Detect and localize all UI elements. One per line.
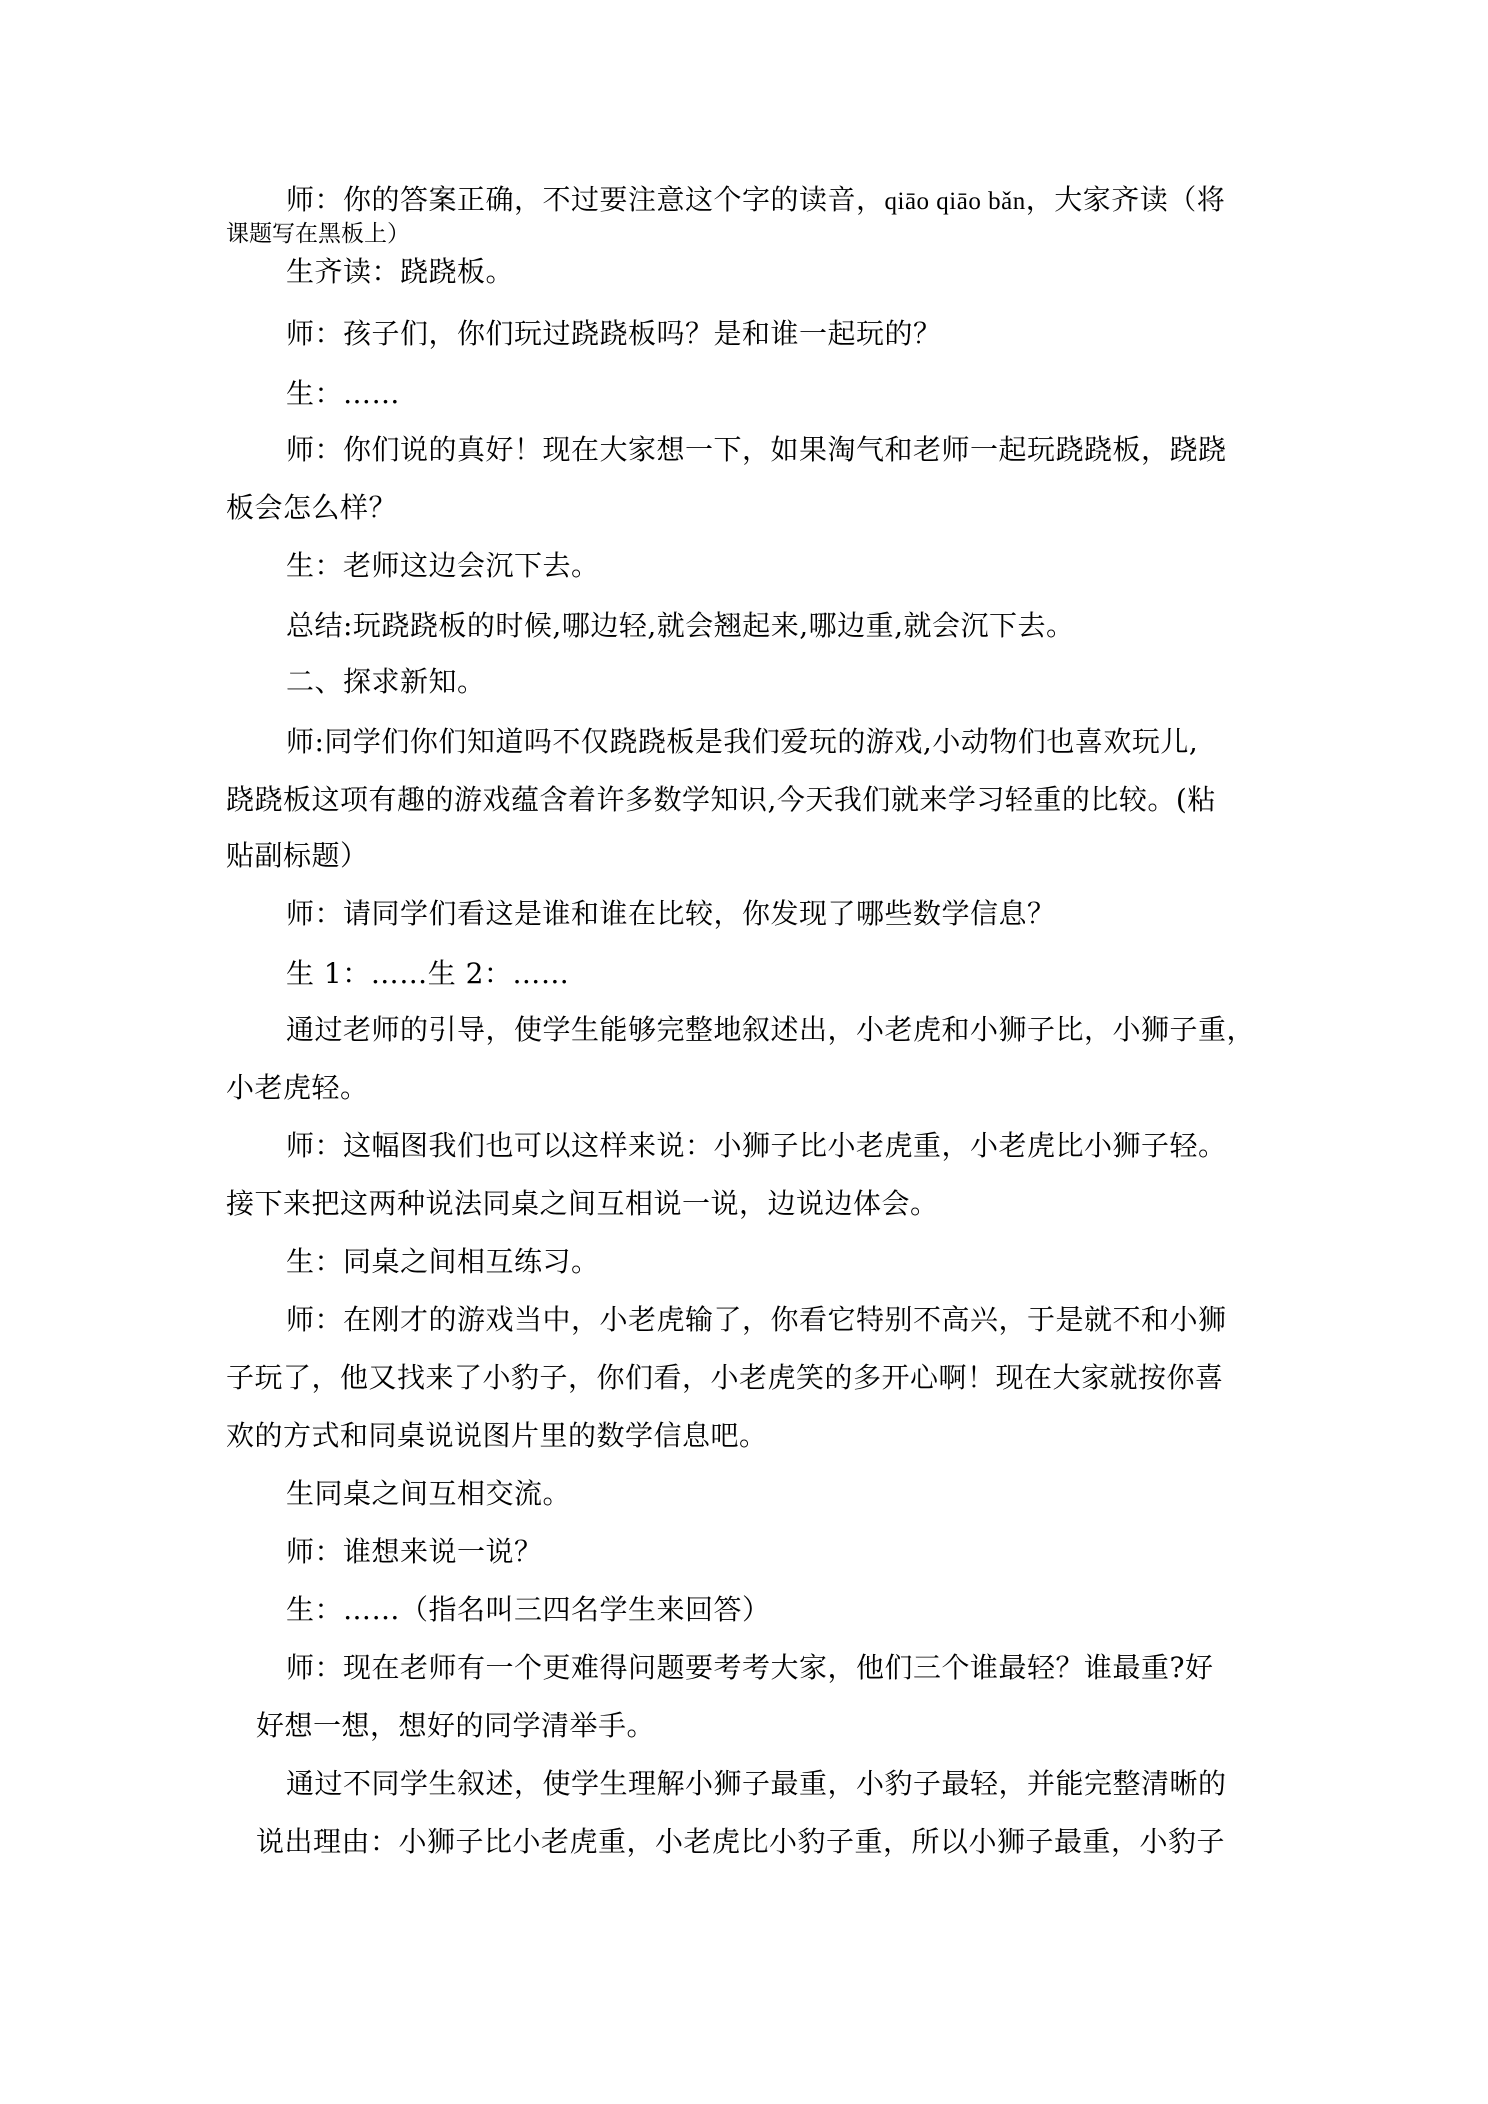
paragraph-line: 生齐读：跷跷板。 <box>286 255 515 288</box>
paragraph-line: 师：这幅图我们也可以这样来说：小狮子比小老虎重，小老虎比小狮子轻。 <box>286 1129 1227 1162</box>
paragraph-line: 板会怎么样？ <box>226 491 398 524</box>
paragraph-line: 师：请同学们看这是谁和谁在比较，你发现了哪些数学信息？ <box>286 897 1056 930</box>
paragraph-line: 师：现在老师有一个更难得问题要考考大家，他们三个谁最轻？谁最重?好 <box>286 1651 1214 1684</box>
paragraph-line: 师：在刚才的游戏当中，小老虎输了，你看它特别不高兴，于是就不和小狮 <box>286 1303 1227 1336</box>
paragraph-line: 生 1：……生 2：…… <box>286 957 570 990</box>
paragraph-line: 通过不同学生叙述，使学生理解小狮子最重，小豹子最轻，并能完整清晰的 <box>286 1767 1227 1800</box>
paragraph-line: 说出理由：小狮子比小老虎重，小老虎比小豹子重，所以小狮子最重，小豹子 <box>256 1825 1226 1858</box>
paragraph-line: 总结:玩跷跷板的时候,哪边轻,就会翘起来,哪边重,就会沉下去。 <box>286 609 1075 642</box>
paragraph-line: 生：老师这边会沉下去。 <box>286 549 600 582</box>
paragraph-line: 欢的方式和同桌说说图片里的数学信息吧。 <box>226 1419 768 1452</box>
paragraph-line: 师：孩子们，你们玩过跷跷板吗？是和谁一起玩的？ <box>286 317 942 350</box>
section-heading: 二、探求新知。 <box>286 665 486 698</box>
paragraph-line: 生：……（指名叫三四名学生来回答） <box>286 1593 771 1626</box>
paragraph-line: 通过老师的引导，使学生能够完整地叙述出，小老虎和小狮子比，小狮子重， <box>286 1013 1256 1046</box>
paragraph-line: 师：谁想来说一说？ <box>286 1535 543 1568</box>
paragraph-line: 生同桌之间互相交流。 <box>286 1477 572 1510</box>
paragraph-line: 跷跷板这项有趣的游戏蕴含着许多数学知识,今天我们就来学习轻重的比较。(粘 <box>226 783 1216 816</box>
paragraph-line: 生：同桌之间相互练习。 <box>286 1245 600 1278</box>
paragraph-line: 师：你的答案正确，不过要注意这个字的读音，qiāo qiāo bǎn，大家齐读（将 <box>286 183 1226 216</box>
paragraph-line: 课题写在黑板上） <box>226 221 410 247</box>
paragraph-line: 贴副标题） <box>226 839 369 872</box>
paragraph-line: 师：你们说的真好！现在大家想一下，如果淘气和老师一起玩跷跷板，跷跷 <box>286 433 1227 466</box>
paragraph-line: 小老虎轻。 <box>226 1071 369 1104</box>
paragraph-line: 接下来把这两种说法同桌之间互相说一说，边说边体会。 <box>226 1187 939 1220</box>
paragraph-line: 子玩了，他又找来了小豹子，你们看，小老虎笑的多开心啊！现在大家就按你喜 <box>226 1361 1224 1394</box>
paragraph-line: 好想一想，想好的同学清举手。 <box>256 1709 656 1742</box>
paragraph-line: 生：…… <box>286 377 401 410</box>
paragraph-line: 师:同学们你们知道吗不仅跷跷板是我们爱玩的游戏,小动物们也喜欢玩儿, <box>286 725 1199 758</box>
